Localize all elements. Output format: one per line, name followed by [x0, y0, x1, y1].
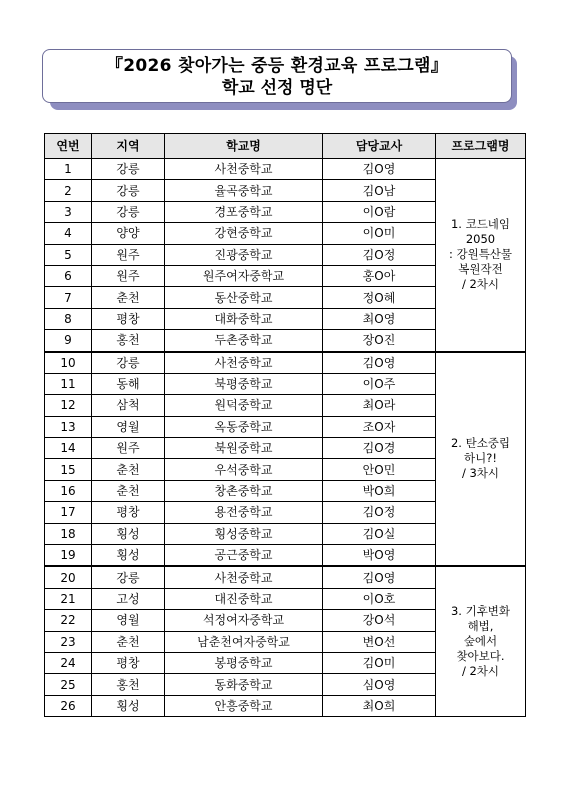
cell-region: 영월 [92, 416, 165, 437]
cell-program [436, 566, 526, 716]
cell-number: 12 [45, 395, 92, 416]
header-program: 프로그램명 [436, 134, 526, 159]
cell-teacher: 최O희 [323, 695, 436, 716]
cell-teacher: 김O경 [323, 438, 436, 459]
cell-teacher: 장O진 [323, 330, 436, 352]
cell-teacher: 최O영 [323, 308, 436, 329]
header-teacher: 담당교사 [323, 134, 436, 159]
cell-region: 춘천 [92, 631, 165, 652]
cell-number: 26 [45, 695, 92, 716]
cell-teacher: 김O영 [323, 352, 436, 374]
cell-teacher: 강O석 [323, 610, 436, 631]
cell-teacher: 김O정 [323, 244, 436, 265]
cell-region: 강릉 [92, 201, 165, 222]
cell-region: 강릉 [92, 180, 165, 201]
header-region: 지역 [92, 134, 165, 159]
cell-school: 용전중학교 [165, 502, 323, 523]
cell-region: 원주 [92, 438, 165, 459]
cell-region: 홍천 [92, 674, 165, 695]
cell-teacher: 홍O아 [323, 265, 436, 286]
cell-teacher: 김O남 [323, 180, 436, 201]
cell-region: 고성 [92, 588, 165, 609]
header-school: 학교명 [165, 134, 323, 159]
cell-school: 석정여자중학교 [165, 610, 323, 631]
cell-school: 진광중학교 [165, 244, 323, 265]
cell-school: 횡성중학교 [165, 523, 323, 544]
cell-number: 20 [45, 566, 92, 588]
cell-school: 우석중학교 [165, 459, 323, 480]
cell-school: 옥동중학교 [165, 416, 323, 437]
cell-program [436, 352, 526, 567]
program-line: / 2차시 [461, 664, 500, 679]
cell-region: 횡성 [92, 695, 165, 716]
cell-school: 사천중학교 [165, 566, 323, 588]
program-line: 복원작전 [458, 262, 503, 277]
cell-school: 대진중학교 [165, 588, 323, 609]
cell-number: 10 [45, 352, 92, 374]
program-line: 하니?! [464, 451, 497, 466]
cell-school: 원덕중학교 [165, 395, 323, 416]
cell-number: 5 [45, 244, 92, 265]
cell-number: 15 [45, 459, 92, 480]
cell-number: 7 [45, 287, 92, 308]
cell-school: 사천중학교 [165, 159, 323, 180]
cell-teacher: 이O호 [323, 588, 436, 609]
cell-region: 영월 [92, 610, 165, 631]
cell-number: 13 [45, 416, 92, 437]
cell-school: 경포중학교 [165, 201, 323, 222]
cell-teacher: 김O정 [323, 502, 436, 523]
cell-region: 평창 [92, 308, 165, 329]
cell-school: 동화중학교 [165, 674, 323, 695]
cell-number: 9 [45, 330, 92, 352]
cell-region: 원주 [92, 244, 165, 265]
cell-number: 24 [45, 652, 92, 673]
program-line: 숲에서 [463, 634, 498, 649]
cell-number: 6 [45, 265, 92, 286]
cell-number: 17 [45, 502, 92, 523]
school-roster-table [44, 133, 526, 717]
program-line: 1. 코드네임 [450, 217, 511, 232]
cell-school: 동산중학교 [165, 287, 323, 308]
program-line: 2050 [465, 232, 496, 247]
cell-teacher: 박O영 [323, 545, 436, 567]
cell-school: 남춘천여자중학교 [165, 631, 323, 652]
cell-teacher: 이O주 [323, 373, 436, 394]
cell-teacher: 김O영 [323, 566, 436, 588]
program-line: 2. 탄소중립 [450, 436, 511, 451]
title-box [42, 49, 512, 103]
cell-program [436, 159, 526, 352]
table-body [45, 159, 526, 717]
cell-school: 봉평중학교 [165, 652, 323, 673]
cell-teacher: 박O희 [323, 480, 436, 501]
page-subtitle: 학교 선정 명단 [221, 78, 333, 98]
cell-number: 2 [45, 180, 92, 201]
cell-school: 공근중학교 [165, 545, 323, 567]
cell-teacher: 김O영 [323, 159, 436, 180]
cell-region: 평창 [92, 502, 165, 523]
cell-region: 양양 [92, 223, 165, 244]
cell-school: 안흥중학교 [165, 695, 323, 716]
cell-region: 홍천 [92, 330, 165, 352]
cell-school: 원주여자중학교 [165, 265, 323, 286]
cell-teacher: 안O민 [323, 459, 436, 480]
cell-number: 3 [45, 201, 92, 222]
cell-region: 원주 [92, 265, 165, 286]
cell-school: 창촌중학교 [165, 480, 323, 501]
cell-region: 동해 [92, 373, 165, 394]
cell-teacher: 김O미 [323, 652, 436, 673]
cell-teacher: 이O미 [323, 223, 436, 244]
cell-number: 19 [45, 545, 92, 567]
cell-region: 춘천 [92, 480, 165, 501]
cell-school: 사천중학교 [165, 352, 323, 374]
program-line: 찾아보다. [456, 649, 505, 664]
header-number: 연번 [45, 134, 92, 159]
cell-teacher: 이O람 [323, 201, 436, 222]
page-title: 『2026 찾아가는 중등 환경교육 프로그램』 [105, 56, 449, 76]
cell-number: 16 [45, 480, 92, 501]
program-line: : 강원특산물 [448, 247, 513, 262]
cell-school: 대화중학교 [165, 308, 323, 329]
cell-school: 두촌중학교 [165, 330, 323, 352]
cell-number: 11 [45, 373, 92, 394]
cell-number: 18 [45, 523, 92, 544]
program-line: / 2차시 [461, 277, 500, 292]
cell-region: 춘천 [92, 287, 165, 308]
cell-number: 23 [45, 631, 92, 652]
cell-region: 춘천 [92, 459, 165, 480]
table-row [45, 566, 526, 588]
cell-number: 4 [45, 223, 92, 244]
program-line: / 3차시 [461, 466, 500, 481]
cell-region: 횡성 [92, 523, 165, 544]
cell-school: 북원중학교 [165, 438, 323, 459]
cell-number: 8 [45, 308, 92, 329]
table-row [45, 352, 526, 374]
cell-region: 횡성 [92, 545, 165, 567]
cell-region: 강릉 [92, 159, 165, 180]
cell-teacher: 정O혜 [323, 287, 436, 308]
cell-school: 강현중학교 [165, 223, 323, 244]
cell-teacher: 김O실 [323, 523, 436, 544]
table-header-row [45, 134, 526, 159]
cell-number: 21 [45, 588, 92, 609]
cell-teacher: 심O영 [323, 674, 436, 695]
cell-number: 25 [45, 674, 92, 695]
cell-region: 삼척 [92, 395, 165, 416]
program-line: 해법, [467, 619, 494, 634]
cell-number: 22 [45, 610, 92, 631]
cell-school: 북평중학교 [165, 373, 323, 394]
cell-number: 14 [45, 438, 92, 459]
cell-region: 평창 [92, 652, 165, 673]
cell-school: 율곡중학교 [165, 180, 323, 201]
cell-region: 강릉 [92, 566, 165, 588]
cell-teacher: 변O선 [323, 631, 436, 652]
table-row [45, 159, 526, 180]
cell-number: 1 [45, 159, 92, 180]
cell-teacher: 조O자 [323, 416, 436, 437]
cell-region: 강릉 [92, 352, 165, 374]
program-line: 3. 기후변화 [450, 604, 511, 619]
cell-teacher: 최O라 [323, 395, 436, 416]
